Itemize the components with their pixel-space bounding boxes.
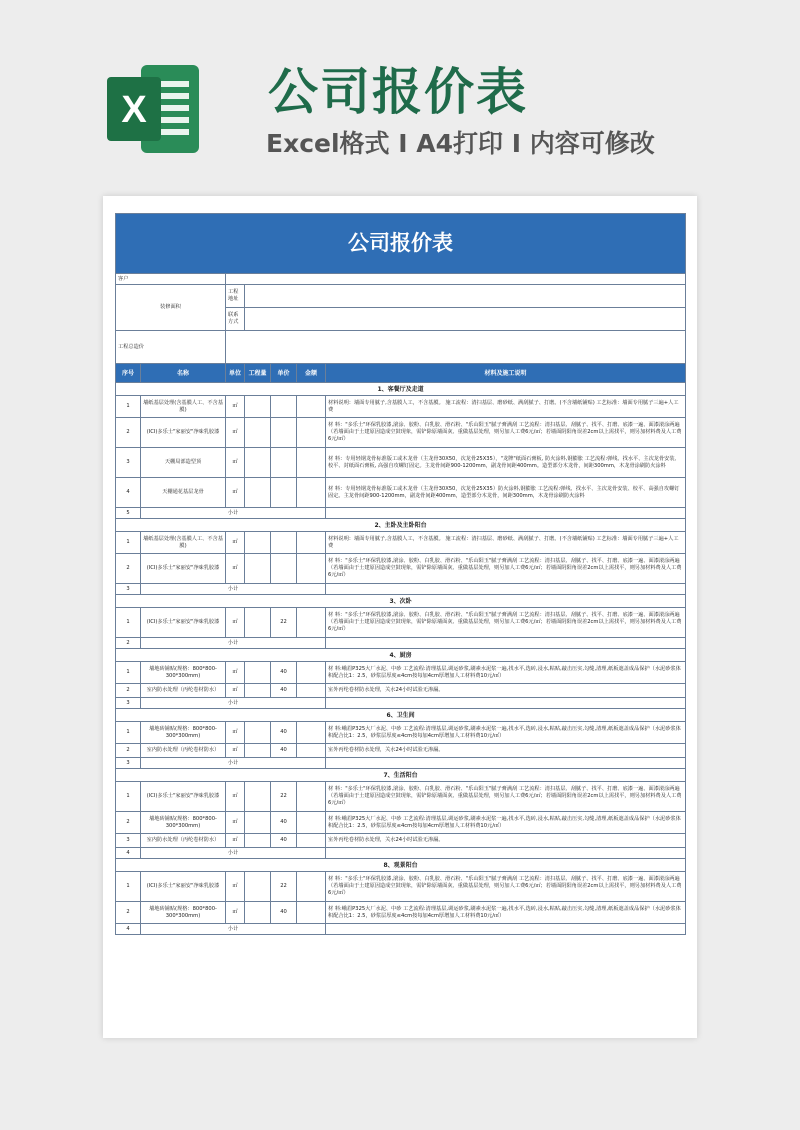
customer-value[interactable] bbox=[226, 274, 686, 285]
item-unit-price[interactable]: 40 bbox=[271, 662, 297, 684]
item-unit: ㎡ bbox=[226, 782, 245, 812]
item-name: 墙地砖铺贴(规格：800*800-300*300mm) bbox=[141, 722, 226, 744]
item-amount[interactable] bbox=[297, 608, 326, 638]
item-amount[interactable] bbox=[297, 478, 326, 508]
subtotal-label: 小计 bbox=[141, 924, 326, 935]
table-row bbox=[116, 872, 686, 902]
subtotal-desc-cell[interactable] bbox=[326, 508, 686, 519]
item-unit: ㎡ bbox=[226, 662, 245, 684]
row-number: 2 bbox=[116, 812, 141, 834]
item-unit-price[interactable]: 22 bbox=[271, 872, 297, 902]
item-amount[interactable] bbox=[297, 532, 326, 554]
col-header-desc: 材料及施工说明 bbox=[326, 364, 686, 383]
total-cost-value[interactable] bbox=[226, 331, 686, 364]
item-quantity[interactable] bbox=[245, 554, 271, 584]
row-number: 4 bbox=[116, 848, 141, 859]
table-row bbox=[116, 554, 686, 584]
item-unit-price[interactable]: 40 bbox=[271, 902, 297, 924]
section-header-row bbox=[116, 859, 686, 872]
row-number: 3 bbox=[116, 448, 141, 478]
item-quantity[interactable] bbox=[245, 902, 271, 924]
item-unit-price[interactable] bbox=[271, 448, 297, 478]
item-quantity[interactable] bbox=[245, 608, 271, 638]
item-quantity[interactable] bbox=[245, 448, 271, 478]
item-name: 墙纸基层处理(含基膜人工、不含基膜) bbox=[141, 532, 226, 554]
row-number: 3 bbox=[116, 834, 141, 848]
item-description: 材 料：专用轻钢龙骨标准版工或木龙骨（主龙骨30X50，次龙骨25X35）防火涂料,钢膨胀 工艺流程:弹线、找水平、主次龙骨安装、校平、高强自攻螺钉固定。主龙骨间距900-1200mm，副龙骨间距400mm，造型部分木龙骨，间距300mm，木龙骨涂刷防火涂料 bbox=[326, 478, 686, 508]
item-amount[interactable] bbox=[297, 722, 326, 744]
subtotal-label: 小计 bbox=[141, 758, 326, 769]
section-title: 8、观景阳台 bbox=[116, 859, 686, 872]
subtotal-desc-cell[interactable] bbox=[326, 924, 686, 935]
subtotal-desc-cell[interactable] bbox=[326, 848, 686, 859]
col-header-qty: 工程量 bbox=[245, 364, 271, 383]
row-number: 5 bbox=[116, 508, 141, 519]
row-number: 2 bbox=[116, 684, 141, 698]
item-description: 材 料："多乐士"环保乳胶漆,滚涂、胶粉、白乳胶、滑石粉、"乐山阳玉"腻子膏满刮 工艺流程：清扫基层、刮腻子、找平、打磨、底漆一遍、面漆滚涂两遍（若墙面由于土建原因造成空鼓现象，需铲除原墙面灰、重做基层处理，则另加人工费6元/㎡；若墙面阴阳角误差2cm以上需找平，则另加材料费及人工费6元/㎡） bbox=[326, 418, 686, 448]
item-quantity[interactable] bbox=[245, 722, 271, 744]
item-description: 材 料:峨眉P325大厂水泥、中砂 工艺流程:清理基层,调运砂浆,刷素水泥浆一遍,找水平,选砖,浸水,粘贴,敲击压实,勾缝,清理,纸板遮盖成品保护（水泥砂浆体积配合比1：2.5，砂浆层厚度≤4cm按每加4cm厚增加人工材料费10元/㎡） bbox=[326, 812, 686, 834]
item-name: 墙地砖铺贴(规格：800*800-300*300mm) bbox=[141, 812, 226, 834]
row-number: 3 bbox=[116, 758, 141, 769]
table-row bbox=[116, 662, 686, 684]
item-unit: ㎡ bbox=[226, 608, 245, 638]
subtotal-desc-cell[interactable] bbox=[326, 758, 686, 769]
subtotal-row bbox=[116, 638, 686, 649]
page-subtitle: Excel格式 I A4打印 I 内容可修改 bbox=[266, 129, 655, 158]
item-description: 材 料：专用轻钢龙骨标准版工或木龙骨（主龙骨30X50，次龙骨25X35），"龙牌"纸面石膏板, 防火涂料,钢膨胀 工艺流程:弹线、找水平、主次龙骨安装、校平、封纸面石膏板, 高强自攻螺钉固定。主龙骨间距900-1200mm，副龙骨间距400mm。造型部分木龙骨，间距300mm，木龙骨涂刷防火涂料 bbox=[326, 448, 686, 478]
item-unit-price[interactable] bbox=[271, 532, 297, 554]
item-description: 材 料："多乐士"环保乳胶漆,滚涂、胶粉、白乳胶、滑石粉、"乐山阳玉"腻子膏满刮 工艺流程：清扫基层、刮腻子、找平、打磨、底漆一遍、面漆滚涂两遍（若墙面由于土建原因造成空鼓现象，需铲除原墙面灰、重做基层处理，则另加人工费6元/㎡；若墙面阴阳角误差2cm以上需找平，则另加材料费及人工费6元/㎡） bbox=[326, 554, 686, 584]
item-amount[interactable] bbox=[297, 834, 326, 848]
item-unit-price[interactable] bbox=[271, 554, 297, 584]
table-row bbox=[116, 448, 686, 478]
item-unit-price[interactable]: 40 bbox=[271, 834, 297, 848]
item-unit: ㎡ bbox=[226, 418, 245, 448]
item-name: (ICI)多乐士"家丽安"净味乳胶漆 bbox=[141, 782, 226, 812]
contact-label: 联系方式 bbox=[226, 308, 245, 331]
item-amount[interactable] bbox=[297, 418, 326, 448]
item-unit-price[interactable]: 40 bbox=[271, 812, 297, 834]
table-row bbox=[116, 396, 686, 418]
item-name: (ICI)多乐士"家丽安"净味乳胶漆 bbox=[141, 418, 226, 448]
section-header-row bbox=[116, 649, 686, 662]
item-unit: ㎡ bbox=[226, 396, 245, 418]
sheet-title: 公司报价表 bbox=[116, 214, 686, 274]
item-unit: ㎡ bbox=[226, 554, 245, 584]
item-description: 材 料:峨眉P325大厂水泥、中砂 工艺流程:清理基层,调运砂浆,刷素水泥浆一遍,找水平,选砖,浸水,粘贴,敲击压实,勾缝,清理,纸板遮盖成品保护（水泥砂浆体积配合比1：2.5，砂浆层厚度≤4cm按每加4cm厚增加人工材料费10元/㎡） bbox=[326, 902, 686, 924]
section-title: 4、厨房 bbox=[116, 649, 686, 662]
item-quantity[interactable] bbox=[245, 396, 271, 418]
subtotal-row bbox=[116, 924, 686, 935]
section-title: 6、卫生间 bbox=[116, 709, 686, 722]
subtotal-label: 小计 bbox=[141, 848, 326, 859]
total-cost-label: 工程总造价 bbox=[116, 331, 226, 364]
project-address-label: 工程地址 bbox=[226, 285, 245, 308]
row-number: 2 bbox=[116, 744, 141, 758]
table-row bbox=[116, 418, 686, 448]
item-quantity[interactable] bbox=[245, 872, 271, 902]
row-number: 1 bbox=[116, 662, 141, 684]
table-row bbox=[116, 532, 686, 554]
item-quantity[interactable] bbox=[245, 684, 271, 698]
item-unit-price[interactable] bbox=[271, 396, 297, 418]
section-title: 3、次卧 bbox=[116, 595, 686, 608]
subtotal-label: 小计 bbox=[141, 584, 326, 595]
item-amount[interactable] bbox=[297, 812, 326, 834]
item-unit-price[interactable]: 22 bbox=[271, 608, 297, 638]
section-title: 1、客餐厅及走道 bbox=[116, 383, 686, 396]
item-unit: ㎡ bbox=[226, 834, 245, 848]
item-description: 材 料:峨眉P325大厂水泥、中砂 工艺流程:清理基层,调运砂浆,刷素水泥浆一遍,找水平,选砖,浸水,粘贴,敲击压实,勾缝,清理,纸板遮盖成品保护（水泥砂浆体积配合比1：2.5，砂浆层厚度≤4cm按每加4cm厚增加人工材料费10元/㎡） bbox=[326, 722, 686, 744]
col-header-no: 序号 bbox=[116, 364, 141, 383]
subtotal-row bbox=[116, 698, 686, 709]
item-description: 材 料："多乐士"环保乳胶漆,滚涂、胶粉、白乳胶、滑石粉、"乐山阳玉"腻子膏满刮 工艺流程：清扫基层、刮腻子、找平、打磨、底漆一遍、面漆滚涂两遍（若墙面由于土建原因造成空鼓现象，需铲除原墙面灰、重做基层处理，则另加人工费6元/㎡；若墙面阴阳角误差2cm以上需找平，则另加材料费及人工费6元/㎡） bbox=[326, 608, 686, 638]
row-number: 2 bbox=[116, 902, 141, 924]
subtotal-label: 小计 bbox=[141, 638, 326, 649]
item-unit: ㎡ bbox=[226, 812, 245, 834]
item-description: 室外丙纶卷材防水处理，关水24小时试验无渗漏。 bbox=[326, 744, 686, 758]
table-row bbox=[116, 834, 686, 848]
item-quantity[interactable] bbox=[245, 834, 271, 848]
item-unit: ㎡ bbox=[226, 902, 245, 924]
logo-letter: X bbox=[121, 89, 147, 131]
subtotal-desc-cell[interactable] bbox=[326, 584, 686, 595]
item-description: 室外丙纶卷材防水处理，关水24小时试验无渗漏。 bbox=[326, 834, 686, 848]
section-header-row bbox=[116, 709, 686, 722]
col-header-amount: 金额 bbox=[297, 364, 326, 383]
row-number: 1 bbox=[116, 872, 141, 902]
section-header-row bbox=[116, 383, 686, 396]
col-header-price: 单价 bbox=[271, 364, 297, 383]
row-number: 2 bbox=[116, 554, 141, 584]
row-number: 3 bbox=[116, 584, 141, 595]
item-unit: ㎡ bbox=[226, 744, 245, 758]
item-description: 材 料："多乐士"环保乳胶漆,滚涂、胶粉、白乳胶、滑石粉、"乐山阳玉"腻子膏满刮 工艺流程：清扫基层、刮腻子、找平、打磨、底漆一遍、面漆滚涂两遍（若墙面由于土建原因造成空鼓现象，需铲除原墙面灰、重做基层处理，则另加人工费6元/㎡；若墙面阴阳角误差2cm以上需找平，则另加材料费及人工费6元/㎡） bbox=[326, 782, 686, 812]
item-amount[interactable] bbox=[297, 684, 326, 698]
table-row bbox=[116, 782, 686, 812]
item-name: 室内防水处理（丙纶卷材防水） bbox=[141, 744, 226, 758]
item-description: 材 料："多乐士"环保乳胶漆,滚涂、胶粉、白乳胶、滑石粉、"乐山阳玉"腻子膏满刮 工艺流程：清扫基层、刮腻子、找平、打磨、底漆一遍、面漆滚涂两遍（若墙面由于土建原因造成空鼓现象，需铲除原墙面灰、重做基层处理，则另加人工费6元/㎡；若墙面阴阳角误差2cm以上需找平，则另加材料费及人工费6元/㎡） bbox=[326, 872, 686, 902]
quote-table bbox=[115, 213, 686, 935]
section-header-row bbox=[116, 519, 686, 532]
table-row bbox=[116, 744, 686, 758]
table-row bbox=[116, 722, 686, 744]
item-amount[interactable] bbox=[297, 872, 326, 902]
subtotal-desc-cell[interactable] bbox=[326, 638, 686, 649]
section-title: 7、生活阳台 bbox=[116, 769, 686, 782]
row-number: 4 bbox=[116, 478, 141, 508]
customer-label: 客户 bbox=[116, 274, 226, 285]
item-unit-price[interactable]: 22 bbox=[271, 782, 297, 812]
project-address-value[interactable] bbox=[245, 285, 686, 308]
subtotal-row bbox=[116, 584, 686, 595]
item-amount[interactable] bbox=[297, 448, 326, 478]
section-header-row bbox=[116, 769, 686, 782]
item-quantity[interactable] bbox=[245, 782, 271, 812]
row-number: 1 bbox=[116, 608, 141, 638]
row-number: 1 bbox=[116, 722, 141, 744]
column-header-row bbox=[116, 364, 686, 383]
item-description: 材 料:峨眉P325大厂水泥、中砂 工艺流程:清理基层,调运砂浆,刷素水泥浆一遍,找水平,选砖,浸水,粘贴,敲击压实,勾缝,清理,纸板遮盖成品保护（水泥砂浆体积配合比1：2.5，砂浆层厚度≤4cm按每加4cm厚增加人工材料费10元/㎡） bbox=[326, 662, 686, 684]
item-unit: ㎡ bbox=[226, 872, 245, 902]
subtotal-label: 小计 bbox=[141, 698, 326, 709]
item-name: (ICI)多乐士"家丽安"净味乳胶漆 bbox=[141, 608, 226, 638]
item-amount[interactable] bbox=[297, 744, 326, 758]
item-amount[interactable] bbox=[297, 396, 326, 418]
section-header-row bbox=[116, 595, 686, 608]
subtotal-row bbox=[116, 758, 686, 769]
contact-value[interactable] bbox=[245, 308, 686, 331]
item-unit-price[interactable] bbox=[271, 478, 297, 508]
item-description: 室外丙纶卷材防水处理，关水24小时试验无渗漏。 bbox=[326, 684, 686, 698]
subtotal-desc-cell[interactable] bbox=[326, 698, 686, 709]
table-row bbox=[116, 608, 686, 638]
item-unit: ㎡ bbox=[226, 684, 245, 698]
row-number: 1 bbox=[116, 532, 141, 554]
item-name: 墙纸基层处理(含基膜人工、不含基膜) bbox=[141, 396, 226, 418]
subtotal-row bbox=[116, 848, 686, 859]
item-amount[interactable] bbox=[297, 554, 326, 584]
item-unit-price[interactable]: 40 bbox=[271, 744, 297, 758]
item-quantity[interactable] bbox=[245, 812, 271, 834]
item-unit-price[interactable]: 40 bbox=[271, 684, 297, 698]
item-quantity[interactable] bbox=[245, 478, 271, 508]
item-description: 材料说明：墙面专用腻子,含基膜人工，不含基膜。 施工流程：清扫基层、磨砂纸、满刮腻子、打磨。(不含墙纸铺贴) 工艺标准：墙面专用腻子三遍+人工费 bbox=[326, 532, 686, 554]
row-number: 2 bbox=[116, 418, 141, 448]
col-header-unit: 单位 bbox=[226, 364, 245, 383]
row-number: 2 bbox=[116, 638, 141, 649]
item-amount[interactable] bbox=[297, 782, 326, 812]
subtotal-row bbox=[116, 508, 686, 519]
item-quantity[interactable] bbox=[245, 532, 271, 554]
row-number: 3 bbox=[116, 698, 141, 709]
item-description: 材料说明：墙面专用腻子,含基膜人工，不含基膜。 施工流程：清扫基层、磨砂纸、满刮腻子、打磨。(不含墙纸铺贴) 工艺标准：墙面专用腻子三遍+人工费 bbox=[326, 396, 686, 418]
item-name: (ICI)多乐士"家丽安"净味乳胶漆 bbox=[141, 554, 226, 584]
table-row bbox=[116, 684, 686, 698]
item-name: 室内防水处理（丙纶卷材防水） bbox=[141, 684, 226, 698]
item-unit: ㎡ bbox=[226, 448, 245, 478]
item-quantity[interactable] bbox=[245, 744, 271, 758]
quote-sheet bbox=[103, 196, 697, 1038]
subtotal-label: 小计 bbox=[141, 508, 326, 519]
item-unit-price[interactable] bbox=[271, 418, 297, 448]
table-row bbox=[116, 478, 686, 508]
decoration-area-label: 装修面积 bbox=[116, 285, 226, 331]
item-unit: ㎡ bbox=[226, 478, 245, 508]
col-header-name: 名称 bbox=[141, 364, 226, 383]
page-title: 公司报价表 bbox=[268, 63, 528, 121]
item-name: 墙地砖铺贴(规格：800*800-300*300mm) bbox=[141, 902, 226, 924]
item-amount[interactable] bbox=[297, 662, 326, 684]
row-number: 1 bbox=[116, 782, 141, 812]
item-name: (ICI)多乐士"家丽安"净味乳胶漆 bbox=[141, 872, 226, 902]
section-title: 2、主卧及主卧阳台 bbox=[116, 519, 686, 532]
table-row bbox=[116, 902, 686, 924]
item-quantity[interactable] bbox=[245, 662, 271, 684]
item-name: 天棚通花基层龙骨 bbox=[141, 478, 226, 508]
row-number: 1 bbox=[116, 396, 141, 418]
item-amount[interactable] bbox=[297, 902, 326, 924]
item-unit: ㎡ bbox=[226, 532, 245, 554]
item-name: 室内防水处理（丙纶卷材防水） bbox=[141, 834, 226, 848]
item-unit: ㎡ bbox=[226, 722, 245, 744]
table-row bbox=[116, 812, 686, 834]
item-name: 墙地砖铺贴(规格：800*800-300*300mm) bbox=[141, 662, 226, 684]
excel-logo-icon bbox=[103, 59, 203, 159]
item-unit-price[interactable]: 40 bbox=[271, 722, 297, 744]
row-number: 4 bbox=[116, 924, 141, 935]
item-name: 天棚局部造型顶 bbox=[141, 448, 226, 478]
item-quantity[interactable] bbox=[245, 418, 271, 448]
